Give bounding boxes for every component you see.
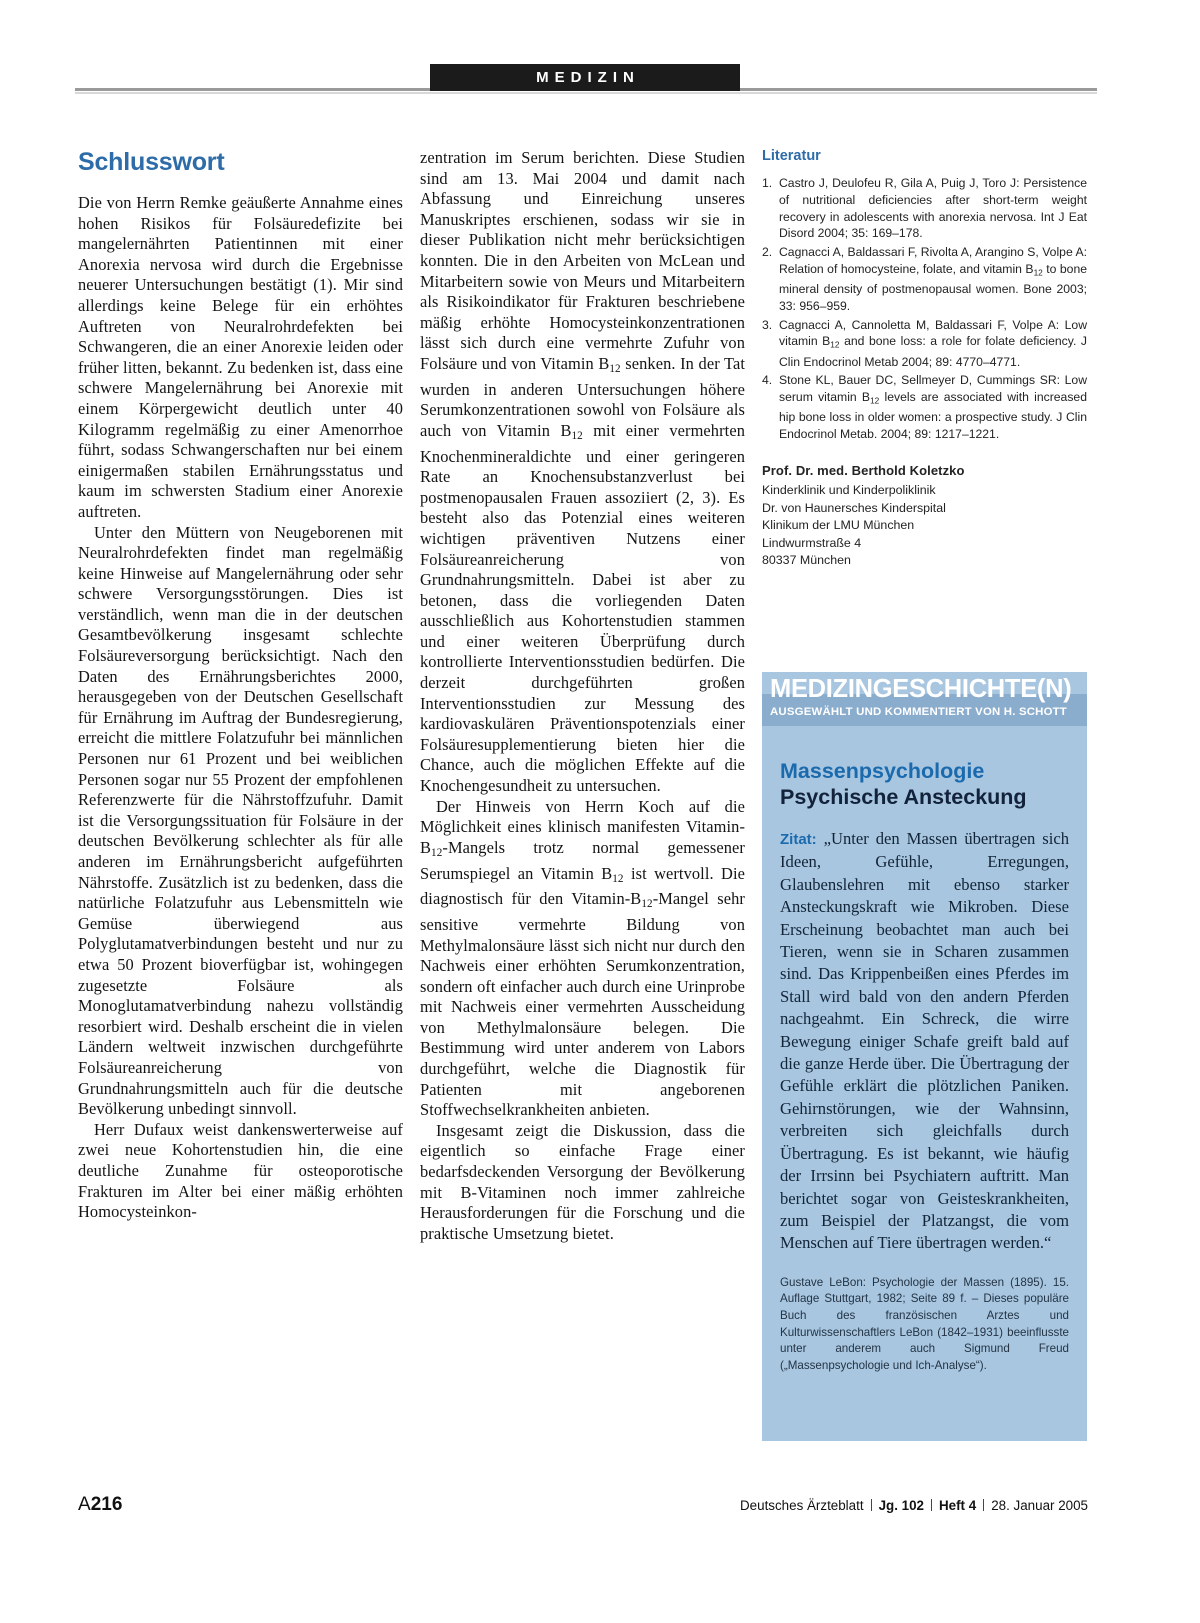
reference-text: Castro J, Deulofeu R, Gila A, Puig J, Toro J: Persistence of nutritional deficiencies after short-term weight recovery in adolescents with anorexia nervosa. Int J Eat Disord 2004; 35: 169–178. (779, 176, 1087, 241)
paragraph-part: -Mangels trotz normal gemessener Serumspiegel an Vitamin B (420, 837, 745, 883)
quote-text: „Unter den Massen übertragen sich Ideen, Gefühle, Erregungen, Glaubenslehren mit ebenso starker Ansteckungskraft wie Mikroben. Diese Erscheinung beobachtet man auch bei Tieren, wenn sie in Scharen zusammen sind. Das Krippenbeißen eines Pferdes im Stall wird bald von den andern Pferden nachgeahmt. Ein Schreck, die wirre Bewegung einiger Schafe greift bald auf die ganze Herde über. Die Übertragung der Gefühle erklärt die plötzlichen Paniken. Gehirnstörungen, wie der Wahnsinn, verbreiten sich gleichfalls durch Übertragung. Es ist bekannt, wie häufig der Irrsinn bei Psychiatern auftritt. Man berichtet sogar von Geisteskrankheiten, zum Beispiel der Platzangst, die vom Menschen auf Tiere übertragen werden.“ (780, 829, 1069, 1253)
reference-text: Stone KL, Bauer DC, Sellmeyer D, Cummings SR: Low serum vitamin B (779, 373, 1087, 405)
medizingeschichte-caption: Gustave LeBon: Psychologie der Massen (1895). 15. Auflage Stuttgart, 1982; Seite 89 f. – Dieses populäre Buch des französischen Arztes und Kulturwissenschaftlers LeBon (1842–1931) beeinflusste unter anderem auch Sigmund Freud („Massenpsychologie und Ich-Analyse“). (780, 1275, 1069, 1372)
running-head-box (430, 64, 740, 91)
medizingeschichte-quote (780, 828, 1069, 1255)
running-head (75, 58, 1097, 92)
paragraph-part: Der Hinweis von Herrn Koch auf die Möglichkeit eines klinisch manifesten Vitamin-B (420, 796, 745, 857)
paragraph-part: mit einer vermehrten Knochenmineraldichte und einer geringeren Rate an Knochensubstanzverlust bei postmenopausalen Frauen assoziiert (2, 3). Es besteht also das Potenzial eines weiteren wichtigen präventiven Nutzens einer Folsäureanreicherung von Grundnahrungsmitteln. Dabei ist aber zu betonen, dass die vorliegenden Daten ausschließlich aus Kohortenstudien stammen und einer weiteren Überprüfung durch kontrollierte Interventionsstudien bedürfen. Die derzeit durchgeführten großen Interventionsstudien zur Messung des kardiovaskulären Präventionspotenzials einer Folsäuresupplementierung bieten hier die Chance, auch die möglichen Effekte auf die Knochengesundheit zu untersuchen. (420, 420, 745, 796)
reference-text: Cagnacci A, Cannoletta M, Baldassari F, Volpe A: Low vitamin B (779, 317, 1087, 349)
author-affiliation-line: Dr. von Haunersches Kinderspital (762, 500, 946, 515)
divider (983, 1499, 984, 1511)
paragraph: Die von Herrn Remke geäußerte Annahme eines hohen Risikos für Folsäuredefizite bei mangelernährten Patientinnen mit einer Anorexia nervosa wird durch die Ergebnisse neuerer Untersuchungen bestätigt (1). Mir sind allerdings keine Belege für ein erhöhtes Auftreten von Neuralrohrdefekten bei Schwangeren, die an einer Anorexie leiden oder früher litten, bekannt. Zu bedenken ist, dass eine schwere Mangelernährung bei Anorexie mit einem Körpergewicht deutlich unter 40 Kilogramm regelmäßig zu einer Amenorrhoe führt, sodass Schwangerschaften nur bei einem einigermaßen stabilen Ernährungsstatus und kaum im schwersten Stadium einer Anorexie auftreten. (78, 193, 404, 521)
reference-number: 4. (762, 373, 773, 388)
running-head-rule-light (75, 92, 1097, 94)
author-block (762, 462, 1087, 569)
list-item (762, 244, 1087, 315)
medizingeschichte-content (780, 758, 1069, 1374)
paragraph (420, 148, 745, 797)
issue: Heft 4 (938, 1498, 977, 1513)
column-two (420, 148, 745, 1244)
paragraph-part: ist wertvoll. Die diagnostisch für den Vitamin-B (420, 863, 745, 909)
author-affiliation-line: Kinderklinik und Kinderpoliklinik (762, 483, 936, 498)
author-affiliation-line: Klinikum der LMU München (762, 518, 915, 533)
quote-label: Zitat: (780, 831, 817, 848)
issue-date: 28. Januar 2005 (991, 1498, 1088, 1513)
medizingeschichte-heading-secondary: Psychische Ansteckung (780, 785, 1027, 809)
paragraph: Unter den Müttern von Neugeborenen mit Neuralrohrdefekten findet man regelmäßig keine Hinweise auf Mangelernährung oder sehr schwere Versorgungsstörungen. Dies ist verständlich, wenn man die in der deutschen Gesamtbevölkerung insgesamt schlechte Folsäureversorgung berücksichtigt. Nach den Daten des Ernährungsberichtes 2000, herausgegeben von der Deutschen Gesellschaft für Ernährung im Auftrag der Bundesregierung, erreicht die mittlere Folatzufuhr bei männlichen Personen nur 61 Prozent und bei weiblichen Personen sogar nur 55 Prozent der empfohlenen Referenzwerte für die Nährstoffzufuhr. Damit ist die Versorgungssituation für Folsäure in der deutschen Bevölkerung schlechter als für alle anderen im Ernährungsbericht aufgeführten Nährstoffe. Zusätzlich ist zu bedenken, dass die natürliche Folatzufuhr aus Lebensmitteln wie Gemüse überwiegend aus Polyglutamatverbindungen besteht und nur zu etwa 50 Prozent bioverfügbar ist, wohingegen zugesetzte Folsäure als Monoglutamatverbindung nahezu vollständig resorbiert wird. Deshalb erscheint die in vielen Ländern weltweit inzwischen durchgeführte Folsäureanreicherung von Grundnahrungsmitteln auch für die deutsche Bevölkerung unbedingt sinnvoll. (78, 522, 403, 1119)
subscript: 12 (1033, 267, 1043, 278)
paragraph: Herr Dufaux weist dankenswerterweise auf zwei neue Kohortenstudien hin, die eine deutliche Zunahme für osteoporotische Frakturen im Alter bei einer mäßig erhöhten Homocysteinkon- (78, 1119, 403, 1222)
paragraph-part: -Mangel sehr sensitive vermehrte Bildung von Methylmalonsäure lässt sich nicht nur durch den Nachweis einer erhöhten Serumkonzentration, sondern oft einfacher auch durch eine Urinprobe mit Nachweis einer vermehrten Ausscheidung von Methylmalonsäure belegen. Die Bestimmung wird unter anderem von Labors durchgeführt, welche die Diagnostik für Patienten mit angeborenen Stoffwechselkrankheiten anbieten. (420, 889, 745, 1120)
column-three (762, 148, 1087, 569)
paragraph (420, 797, 745, 1121)
reference-text: and bone loss: a role for folate deficiency. J Clin Endocrinol Metab 2004; 89: 4770–4771. (779, 334, 1087, 369)
subscript: 12 (830, 339, 840, 350)
reference-text: to bone mineral density of postmenopausal women. Bone 2003; 33: 956–959. (779, 261, 1087, 313)
volume: Jg. 102 (878, 1498, 924, 1513)
subscript: 12 (612, 872, 624, 885)
page-title: Schlusswort (78, 148, 225, 176)
page-footer (78, 1494, 1088, 1524)
reference-text: levels are associated with increased hip bone loss in older women: a prospective study. J Clin Endocrinol Metab. 2004; 89: 1217–1221. (779, 390, 1087, 442)
medizingeschichte-subtitle: AUSGEWÄHLT UND KOMMENTIERT VON H. SCHOTT (770, 706, 1067, 718)
reference-list (762, 175, 1087, 443)
folio (78, 1494, 122, 1516)
reference-number: 1. (762, 176, 773, 190)
paragraph-part: senken. In der Tat wurden in anderen Untersuchungen höhere Serumkonzentrationen sowohl von Folsäure als auch von Vitamin B (420, 353, 745, 440)
divider (871, 1499, 872, 1511)
paragraph-part: zentration im Serum berichten. Diese Studien sind am 13. Mai 2004 und damit nach Abfassung und Einreichung unseres Manuskriptes erschienen, sodass wir sie in dieser Publikation nicht mehr berücksichtigen konnten. Die in den Arbeiten von McLean und Mitarbeitern sowie von Meurs und Mitarbeitern als Risikoindikator für Frakturen beschriebene mäßig erhöhte Homocysteinkonzentrationen lässt sich durch eine vermehrte Zufuhr von Folsäure und von Vitamin B (420, 148, 745, 373)
medizingeschichte-heading-primary: Massenpsychologie (780, 759, 985, 783)
footer-citation (740, 1498, 1088, 1513)
reference-text: Cagnacci A, Baldassari F, Rivolta A, Arangino S, Volpe A: Relation of homocysteine, folate, and vitamin B (779, 245, 1087, 276)
subscript: 12 (609, 363, 621, 376)
subscript: 12 (641, 898, 653, 911)
journal-name: Deutsches Ärzteblatt (740, 1498, 864, 1513)
subscript: 12 (870, 395, 880, 406)
subscript: 12 (571, 429, 583, 442)
list-item (762, 372, 1087, 443)
folio-letter: A (78, 1494, 91, 1515)
running-head-label: MEDIZIN (536, 69, 640, 86)
subscript: 12 (431, 846, 443, 859)
paragraph: Insgesamt zeigt die Diskussion, dass die eigentlich so einfache Frage einer bedarfsdeckenden Versorgung der Bevölkerung mit B-Vitaminen noch immer zahlreiche Herausforderungen für die Forschung und die praktische Umsetzung bietet. (420, 1120, 745, 1243)
column-one (78, 148, 403, 1223)
author-address-line: 80337 München (762, 552, 851, 567)
list-item (762, 175, 1087, 242)
divider (931, 1499, 932, 1511)
list-item (762, 317, 1087, 371)
folio-number: 216 (90, 1494, 123, 1515)
reference-number: 2. (762, 245, 773, 260)
medizingeschichte-box (762, 672, 1087, 1441)
medizingeschichte-kicker: MEDIZINGESCHICHTE(N) (770, 675, 1072, 703)
author-name: Prof. Dr. med. Berthold Koletzko (762, 462, 965, 478)
reference-number: 3. (762, 317, 773, 332)
literature-heading: Literatur (762, 148, 821, 164)
author-address-line: Lindwurmstraße 4 (762, 535, 862, 550)
